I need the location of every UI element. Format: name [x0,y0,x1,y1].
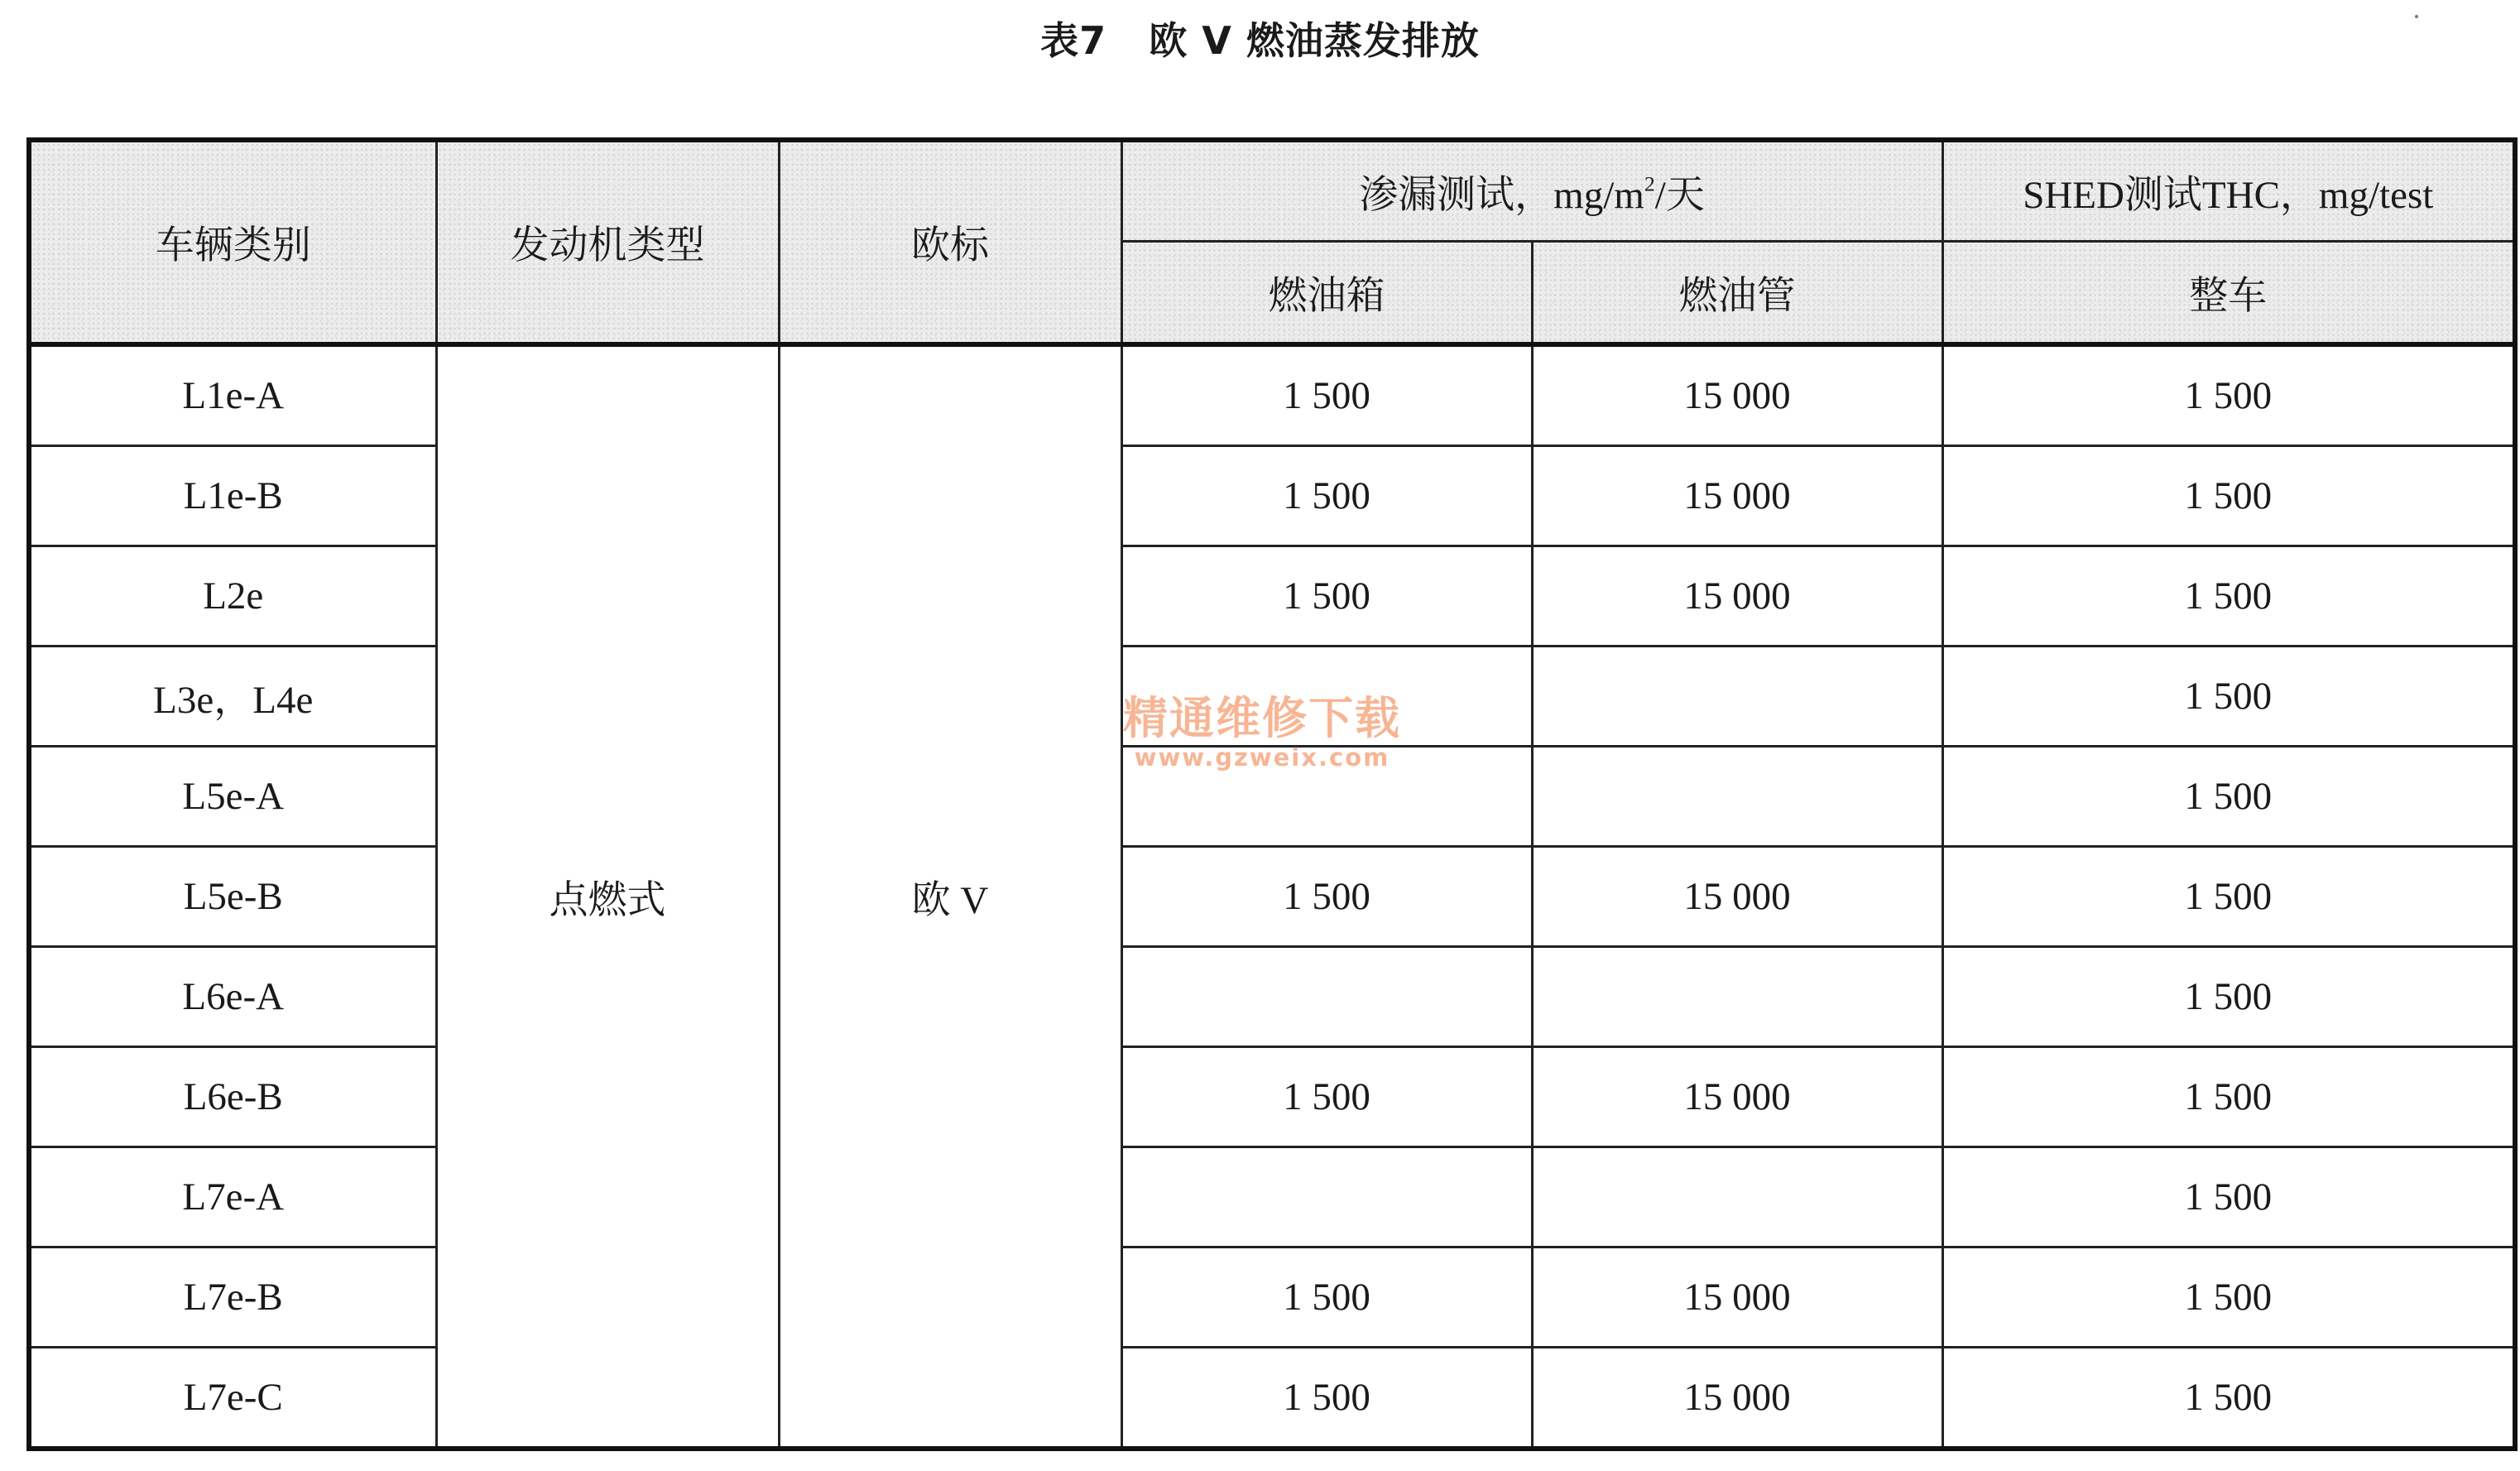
cell-fuel-tank: 1 500 [1121,1247,1532,1348]
cell-fuel-pipe [1532,1147,1942,1247]
cell-fuel-tank: 1 500 [1121,344,1532,446]
cell-whole-vehicle: 1 500 [1942,947,2515,1047]
cell-fuel-pipe [1532,647,1942,747]
cell-fuel-tank [1121,947,1532,1047]
cell-fuel-pipe: 15 000 [1532,1247,1942,1348]
cell-whole-vehicle: 1 500 [1942,546,2515,647]
cell-fuel-pipe: 15 000 [1532,847,1942,947]
cell-fuel-pipe [1532,747,1942,847]
header-whole-vehicle: 整车 [1942,242,2515,345]
cell-category: L7e-A [29,1147,436,1247]
watermark-text: 精通维修下载 [1123,692,1401,744]
table-row [29,446,2515,546]
header-fuel-pipe: 燃油管 [1532,242,1942,345]
cell-category: L1e-A [29,344,436,446]
cell-whole-vehicle: 1 500 [1942,344,2515,446]
header-permeation-prefix: 渗漏测试，mg/m [1359,173,1644,217]
scan-speck [2415,15,2418,18]
header-engine-type: 发动机类型 [436,140,779,344]
cell-whole-vehicle: 1 500 [1942,647,2515,747]
header-permeation-suffix: /天 [1654,173,1705,217]
cell-engine-type: 点燃式 [436,344,779,1449]
table-row [29,947,2515,1047]
cell-whole-vehicle: 1 500 [1942,1047,2515,1147]
cell-whole-vehicle: 1 500 [1942,747,2515,847]
table-row [29,546,2515,647]
cell-fuel-pipe: 15 000 [1532,1348,1942,1449]
cell-fuel-pipe: 15 000 [1532,546,1942,647]
header-fuel-tank: 燃油箱 [1121,242,1532,345]
evaporative-emission-table [26,137,2518,1451]
cell-category: L6e-A [29,947,436,1047]
cell-fuel-tank: 1 500 [1121,446,1532,546]
cell-whole-vehicle: 1 500 [1942,1348,2515,1449]
header-permeation-exponent: 2 [1644,171,1655,195]
watermark-url: www.gzweix.com [1134,743,1390,772]
table-row [29,1348,2515,1449]
cell-fuel-pipe: 15 000 [1532,1047,1942,1147]
table-header [29,140,2515,344]
cell-euro-standard: 欧 V [779,344,1121,1449]
cell-fuel-pipe: 15 000 [1532,344,1942,446]
table-body [29,344,2515,1449]
cell-whole-vehicle: 1 500 [1942,1247,2515,1348]
header-permeation-test [1121,140,1942,242]
cell-category: L5e-A [29,747,436,847]
cell-category: L7e-C [29,1348,436,1449]
cell-category: L2e [29,546,436,647]
table-row [29,847,2515,947]
cell-fuel-pipe: 15 000 [1532,446,1942,546]
cell-whole-vehicle: 1 500 [1942,847,2515,947]
cell-category: L7e-B [29,1247,436,1348]
header-shed-test: SHED测试THC，mg/test [1942,140,2515,242]
header-row-1 [29,140,2515,242]
table-title: 表7 欧 V 燃油蒸发排放 [1040,18,1480,63]
table-row [29,1247,2515,1348]
cell-whole-vehicle: 1 500 [1942,446,2515,546]
cell-fuel-tank [1121,647,1532,747]
cell-whole-vehicle: 1 500 [1942,1147,2515,1247]
cell-fuel-tank [1121,747,1532,847]
cell-category: L6e-B [29,1047,436,1147]
cell-category: L3e，L4e [29,647,436,747]
cell-category: L1e-B [29,446,436,546]
cell-fuel-tank: 1 500 [1121,546,1532,647]
cell-category: L5e-B [29,847,436,947]
header-euro-standard: 欧标 [779,140,1121,344]
table-row [29,647,2515,747]
cell-fuel-pipe [1532,947,1942,1047]
table-row [29,1047,2515,1147]
table-row [29,1147,2515,1247]
header-vehicle-category: 车辆类别 [29,140,436,344]
cell-fuel-tank: 1 500 [1121,1047,1532,1147]
cell-fuel-tank: 1 500 [1121,1348,1532,1449]
table-row [29,747,2515,847]
table-row [29,344,2515,446]
cell-fuel-tank [1121,1147,1532,1247]
cell-fuel-tank: 1 500 [1121,847,1532,947]
